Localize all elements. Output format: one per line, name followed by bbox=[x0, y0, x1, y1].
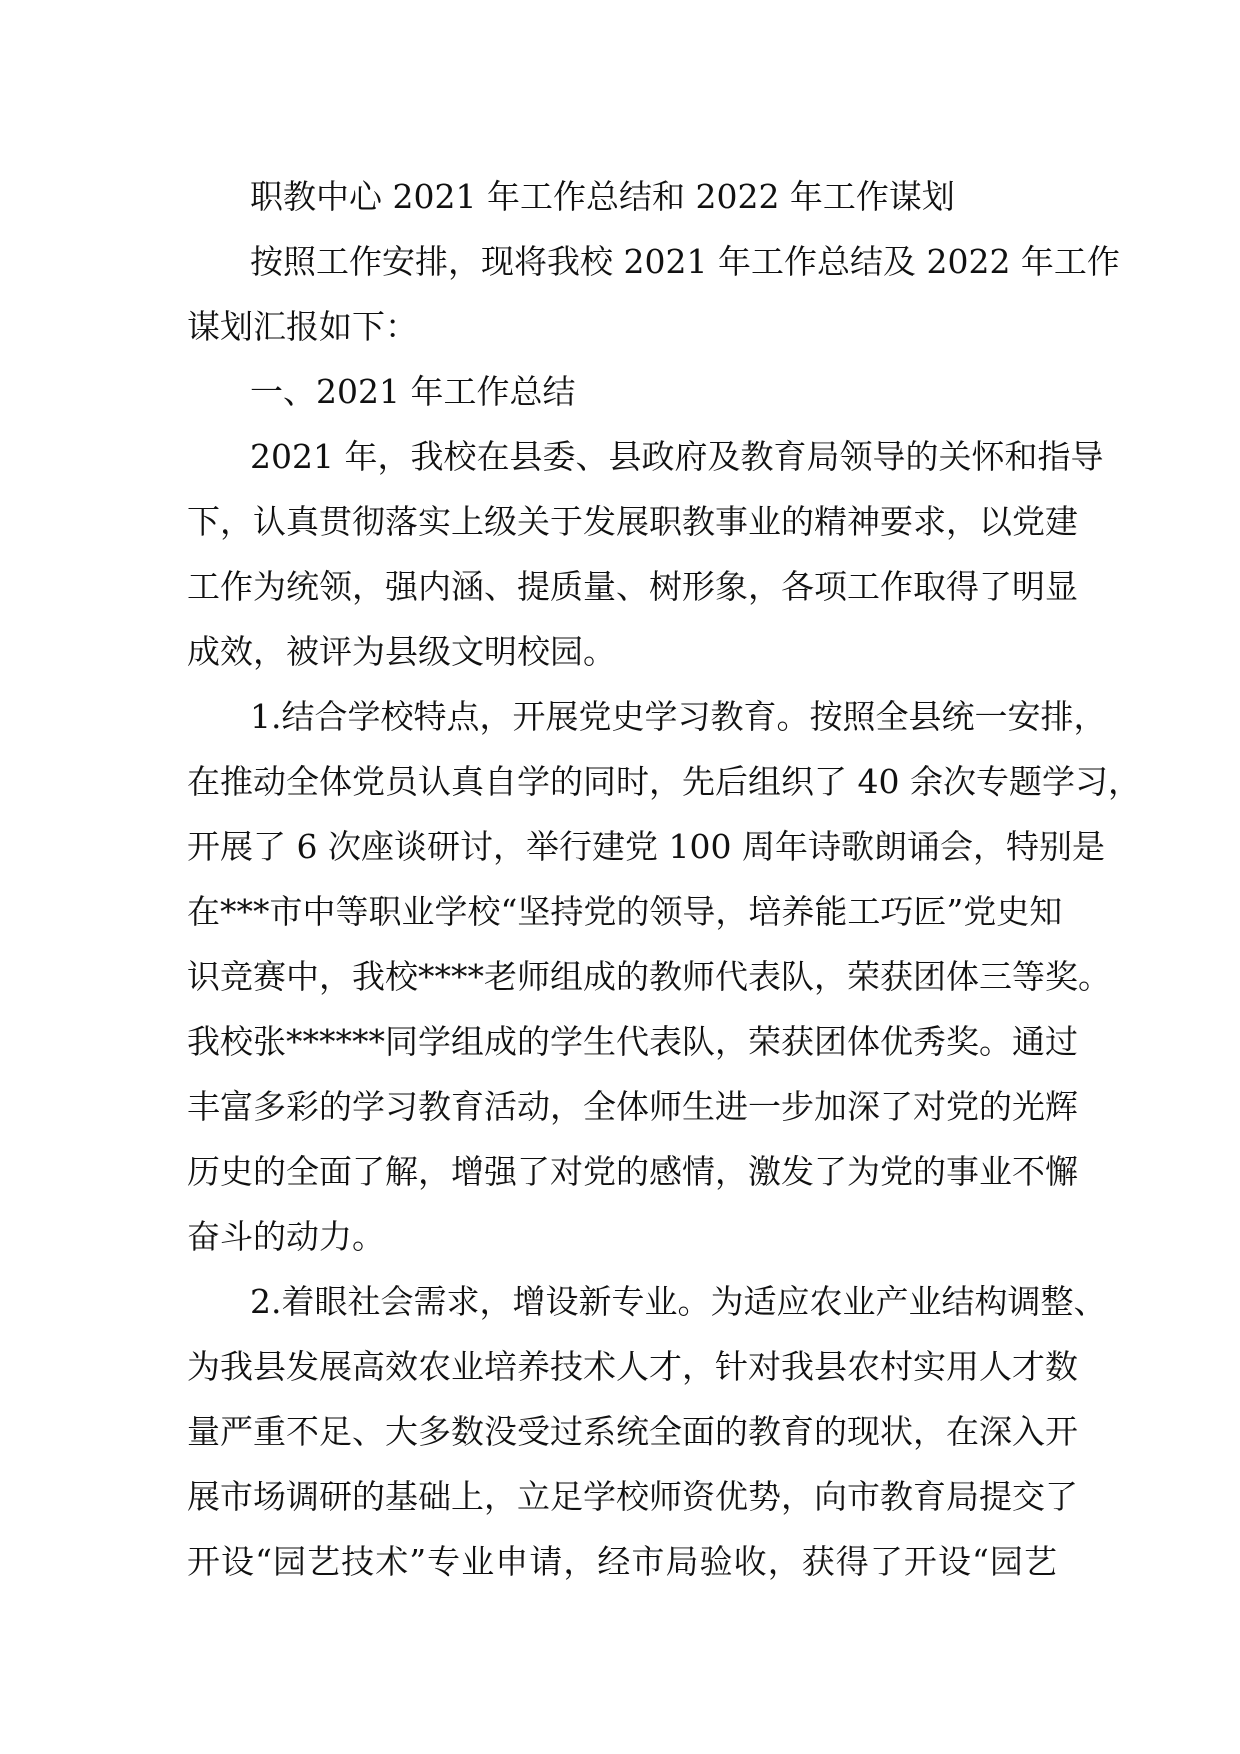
paragraph-line: 2021 年，我校在县委、县政府及教育局领导的关怀和指导 bbox=[250, 437, 1104, 476]
paragraph-line: 量严重不足、大多数没受过系统全面的教育的现状，在深入开 bbox=[187, 1412, 1078, 1451]
paragraph-line: 我校张******同学组成的学生代表队，荣获团体优秀奖。通过 bbox=[187, 1022, 1078, 1061]
paragraph-line: 展市场调研的基础上，立足学校师资优势，向市教育局提交了 bbox=[187, 1477, 1078, 1516]
document-body bbox=[187, 164, 1141, 1594]
paragraph-line: 为我县发展高效农业培养技术人才，针对我县农村实用人才数 bbox=[187, 1347, 1078, 1386]
paragraph-line: 开展了 6 次座谈研讨，举行建党 100 周年诗歌朗诵会，特别是 bbox=[187, 827, 1105, 866]
paragraph-line: 谋划汇报如下： bbox=[187, 307, 418, 346]
paragraph-line: 历史的全面了解，增强了对党的感情，激发了为党的事业不懈 bbox=[187, 1152, 1078, 1191]
paragraph-line: 按照工作安排，现将我校 2021 年工作总结及 2022 年工作 bbox=[250, 242, 1120, 281]
paragraph-line: 2.着眼社会需求，增设新专业。为适应农业产业结构调整、 bbox=[250, 1282, 1107, 1321]
paragraph-line: 开设“园艺技术”专业申请，经市局验收，获得了开设“园艺 bbox=[187, 1542, 1057, 1581]
section-heading-text: 一、2021 年工作总结 bbox=[250, 372, 576, 411]
paragraph-item-1 bbox=[187, 684, 1141, 1269]
paragraph-item-2 bbox=[187, 1269, 1107, 1594]
paragraph-line: 奋斗的动力。 bbox=[187, 1217, 385, 1256]
section-heading bbox=[187, 359, 1057, 424]
paragraph-line: 成效，被评为县级文明校园。 bbox=[187, 632, 616, 671]
paragraph-summary bbox=[187, 424, 1104, 684]
paragraph-intro bbox=[187, 229, 1120, 359]
paragraph-line: 1.结合学校特点，开展党史学习教育。按照全县统一安排， bbox=[250, 697, 1107, 736]
document-title: 职教中心 2021 年工作总结和 2022 年工作谋划 bbox=[250, 177, 955, 216]
paragraph-line: 在***市中等职业学校“坚持党的领导，培养能工巧匠”党史知 bbox=[187, 892, 1063, 931]
paragraph-line: 识竞赛中，我校****老师组成的教师代表队，荣获团体三等奖。 bbox=[187, 957, 1111, 996]
paragraph-line: 下，认真贯彻落实上级关于发展职教事业的精神要求，以党建 bbox=[187, 502, 1078, 541]
paragraph-line: 丰富多彩的学习教育活动，全体师生进一步加深了对党的光辉 bbox=[187, 1087, 1078, 1126]
paragraph-line: 工作为统领，强内涵、提质量、树形象，各项工作取得了明显 bbox=[187, 567, 1078, 606]
paragraph-line: 在推动全体党员认真自学的同时，先后组织了 40 余次专题学习， bbox=[187, 762, 1141, 801]
